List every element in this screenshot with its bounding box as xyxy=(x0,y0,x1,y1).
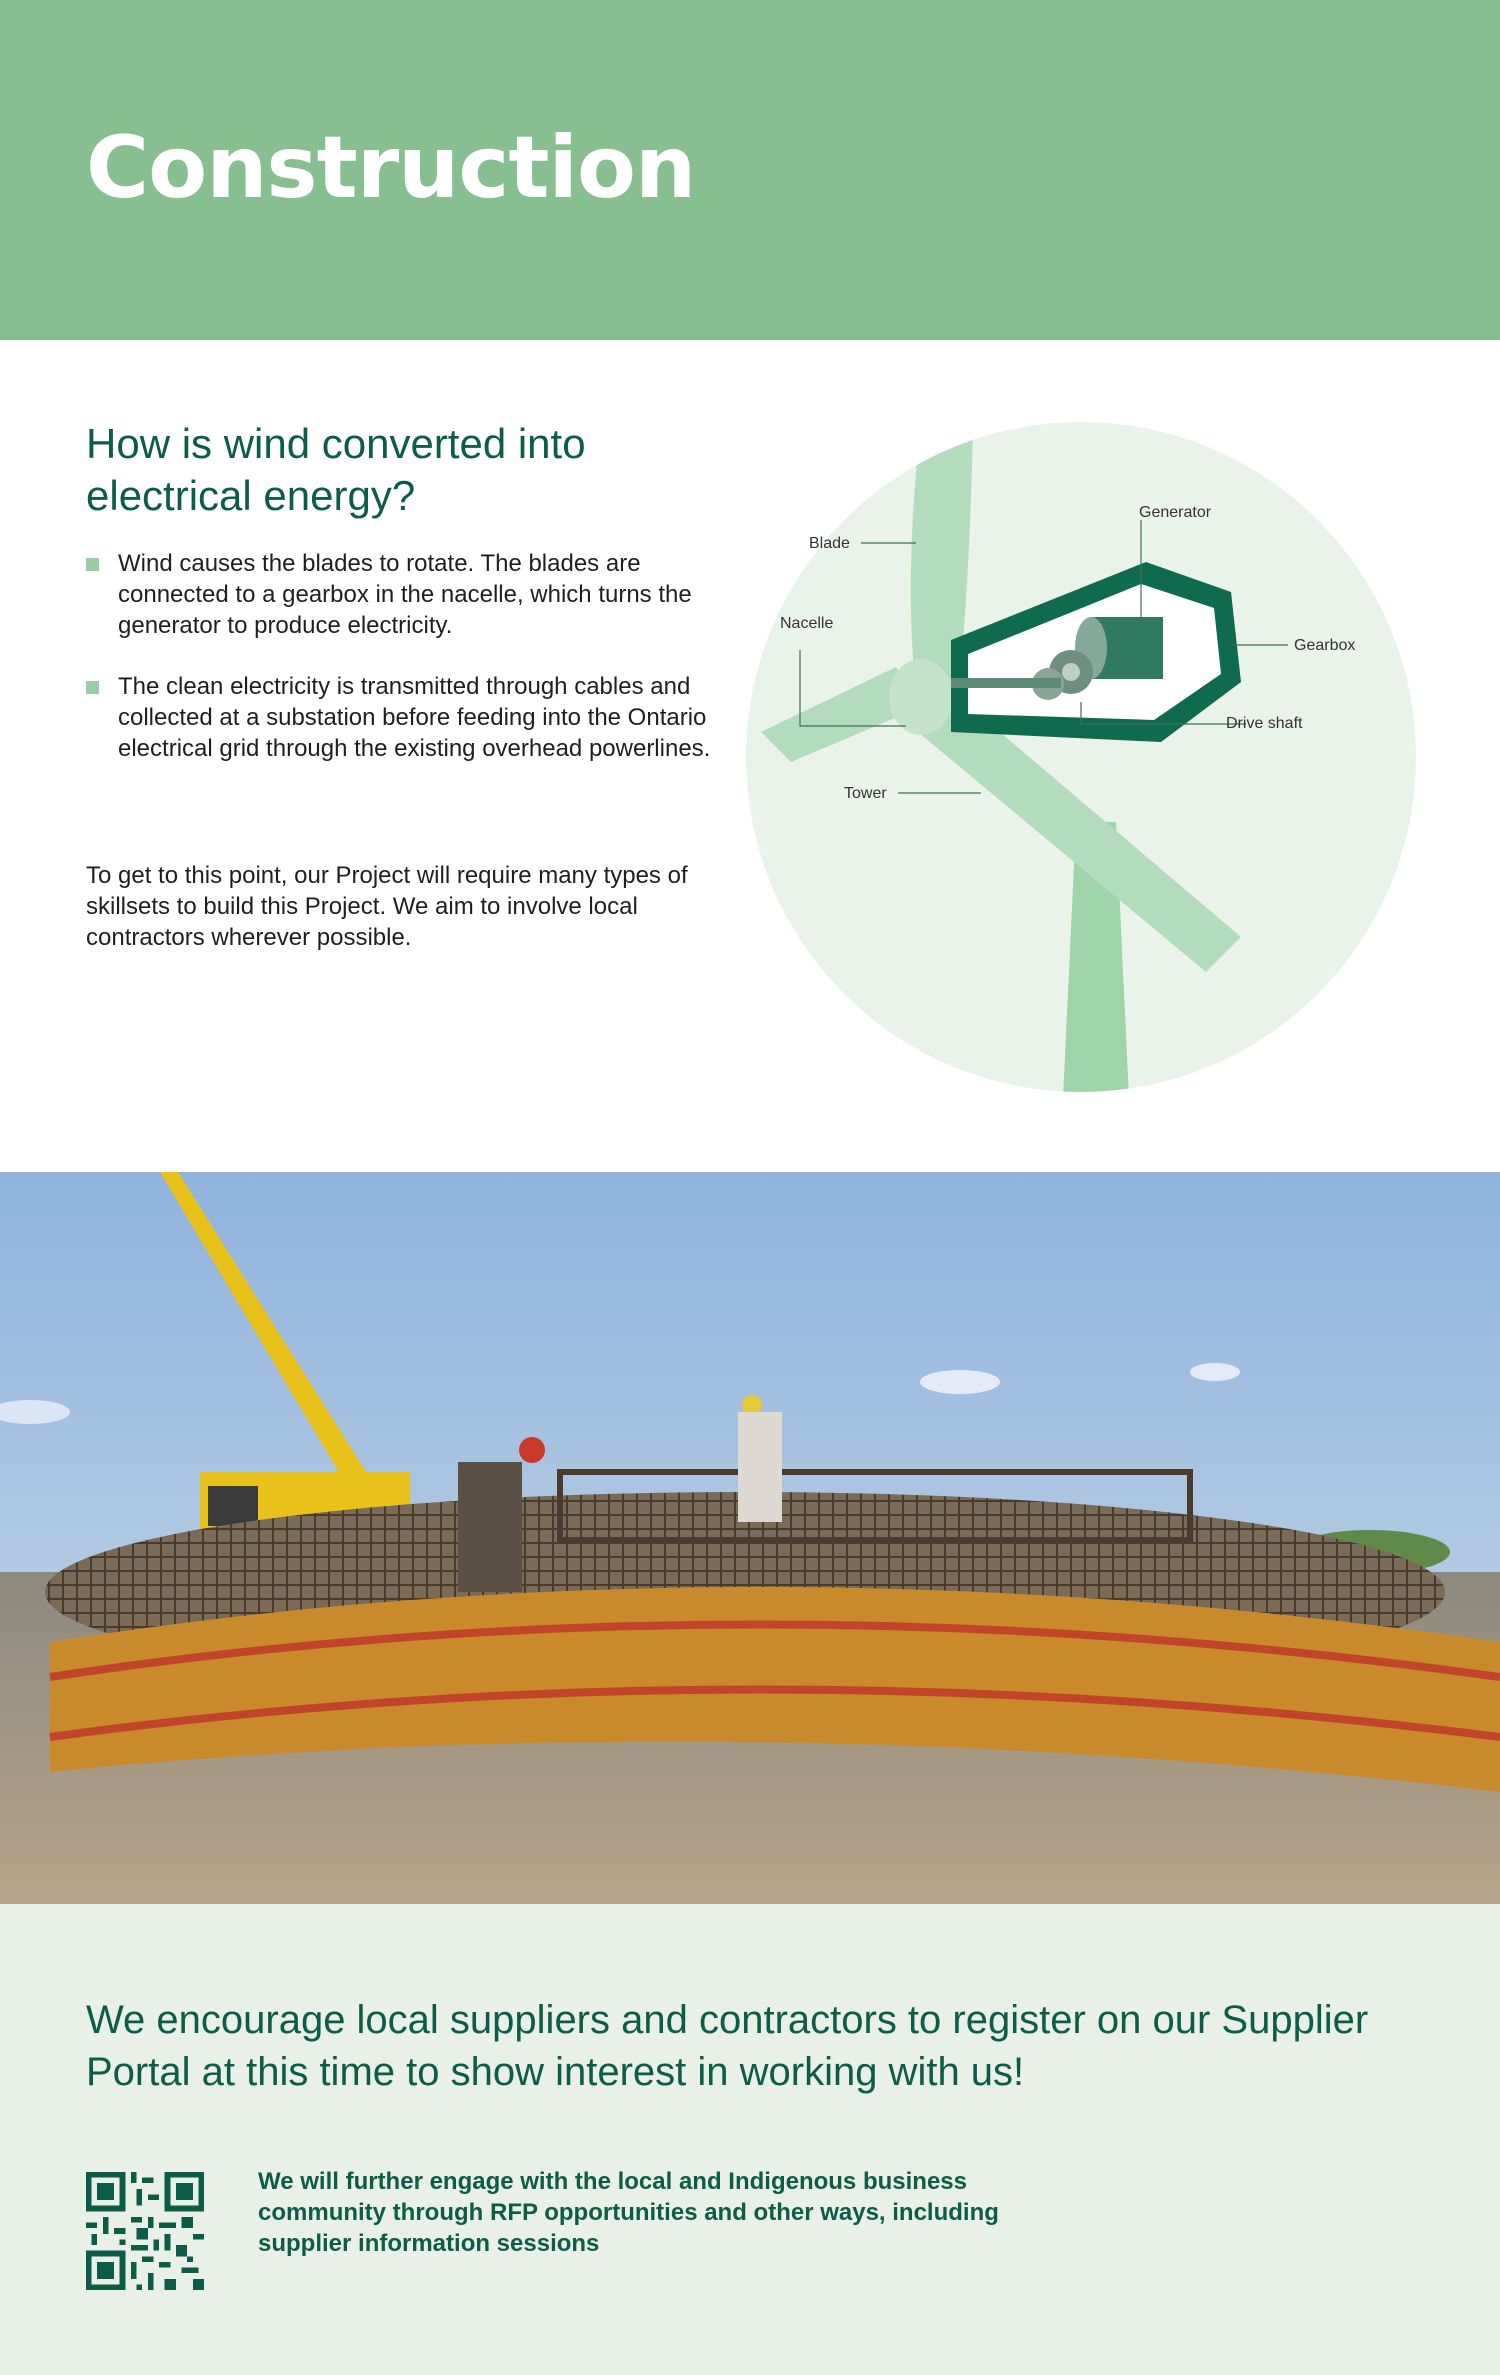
bullet-item xyxy=(86,548,726,641)
bullet-list xyxy=(86,548,726,794)
bullet-text: The clean electricity is transmitted through cables and collected at a substation before feeding into the Ontario electrical grid through the existing overhead powerlines. xyxy=(118,673,711,762)
generator-label: Generator xyxy=(1139,504,1212,521)
bullet-square-icon xyxy=(86,681,99,694)
intro-section xyxy=(0,340,1500,1172)
nacelle-label: Nacelle xyxy=(780,615,834,632)
blade-label: Blade xyxy=(809,535,850,552)
hub-shape xyxy=(889,659,953,735)
worker-yellow-helmet xyxy=(738,1395,782,1522)
drive-shaft-label: Drive shaft xyxy=(1226,715,1303,732)
bullet-item xyxy=(86,671,726,764)
bullet-square-icon xyxy=(86,558,99,571)
header-banner xyxy=(0,0,1500,340)
tower-label: Tower xyxy=(844,785,887,802)
intro-paragraph: To get to this point, our Project will require many types of skillsets to build this Project. We aim to involve local contractors wherever possible. xyxy=(86,862,688,951)
engagement-text: We will further engage with the local and Indigenous business community through RFP opportunities and other ways, including supplier information sessions xyxy=(258,2168,999,2257)
construction-photo xyxy=(0,1172,1500,1904)
wind-turbine-diagram xyxy=(736,402,1426,1102)
section-heading: How is wind converted into electrical energy? xyxy=(86,420,586,519)
bullet-text: Wind causes the blades to rotate. The blades are connected to a gearbox in the nacelle, which turns the generator to produce electricity. xyxy=(118,550,692,639)
call-to-action: We encourage local suppliers and contractors to register on our Supplier Portal at this time to show interest in working with us! xyxy=(86,1998,1369,2094)
gearbox-label: Gearbox xyxy=(1294,637,1356,654)
footer-section xyxy=(0,1904,1500,2375)
qr-code[interactable] xyxy=(86,2172,204,2290)
page-title: Construction xyxy=(86,118,696,218)
